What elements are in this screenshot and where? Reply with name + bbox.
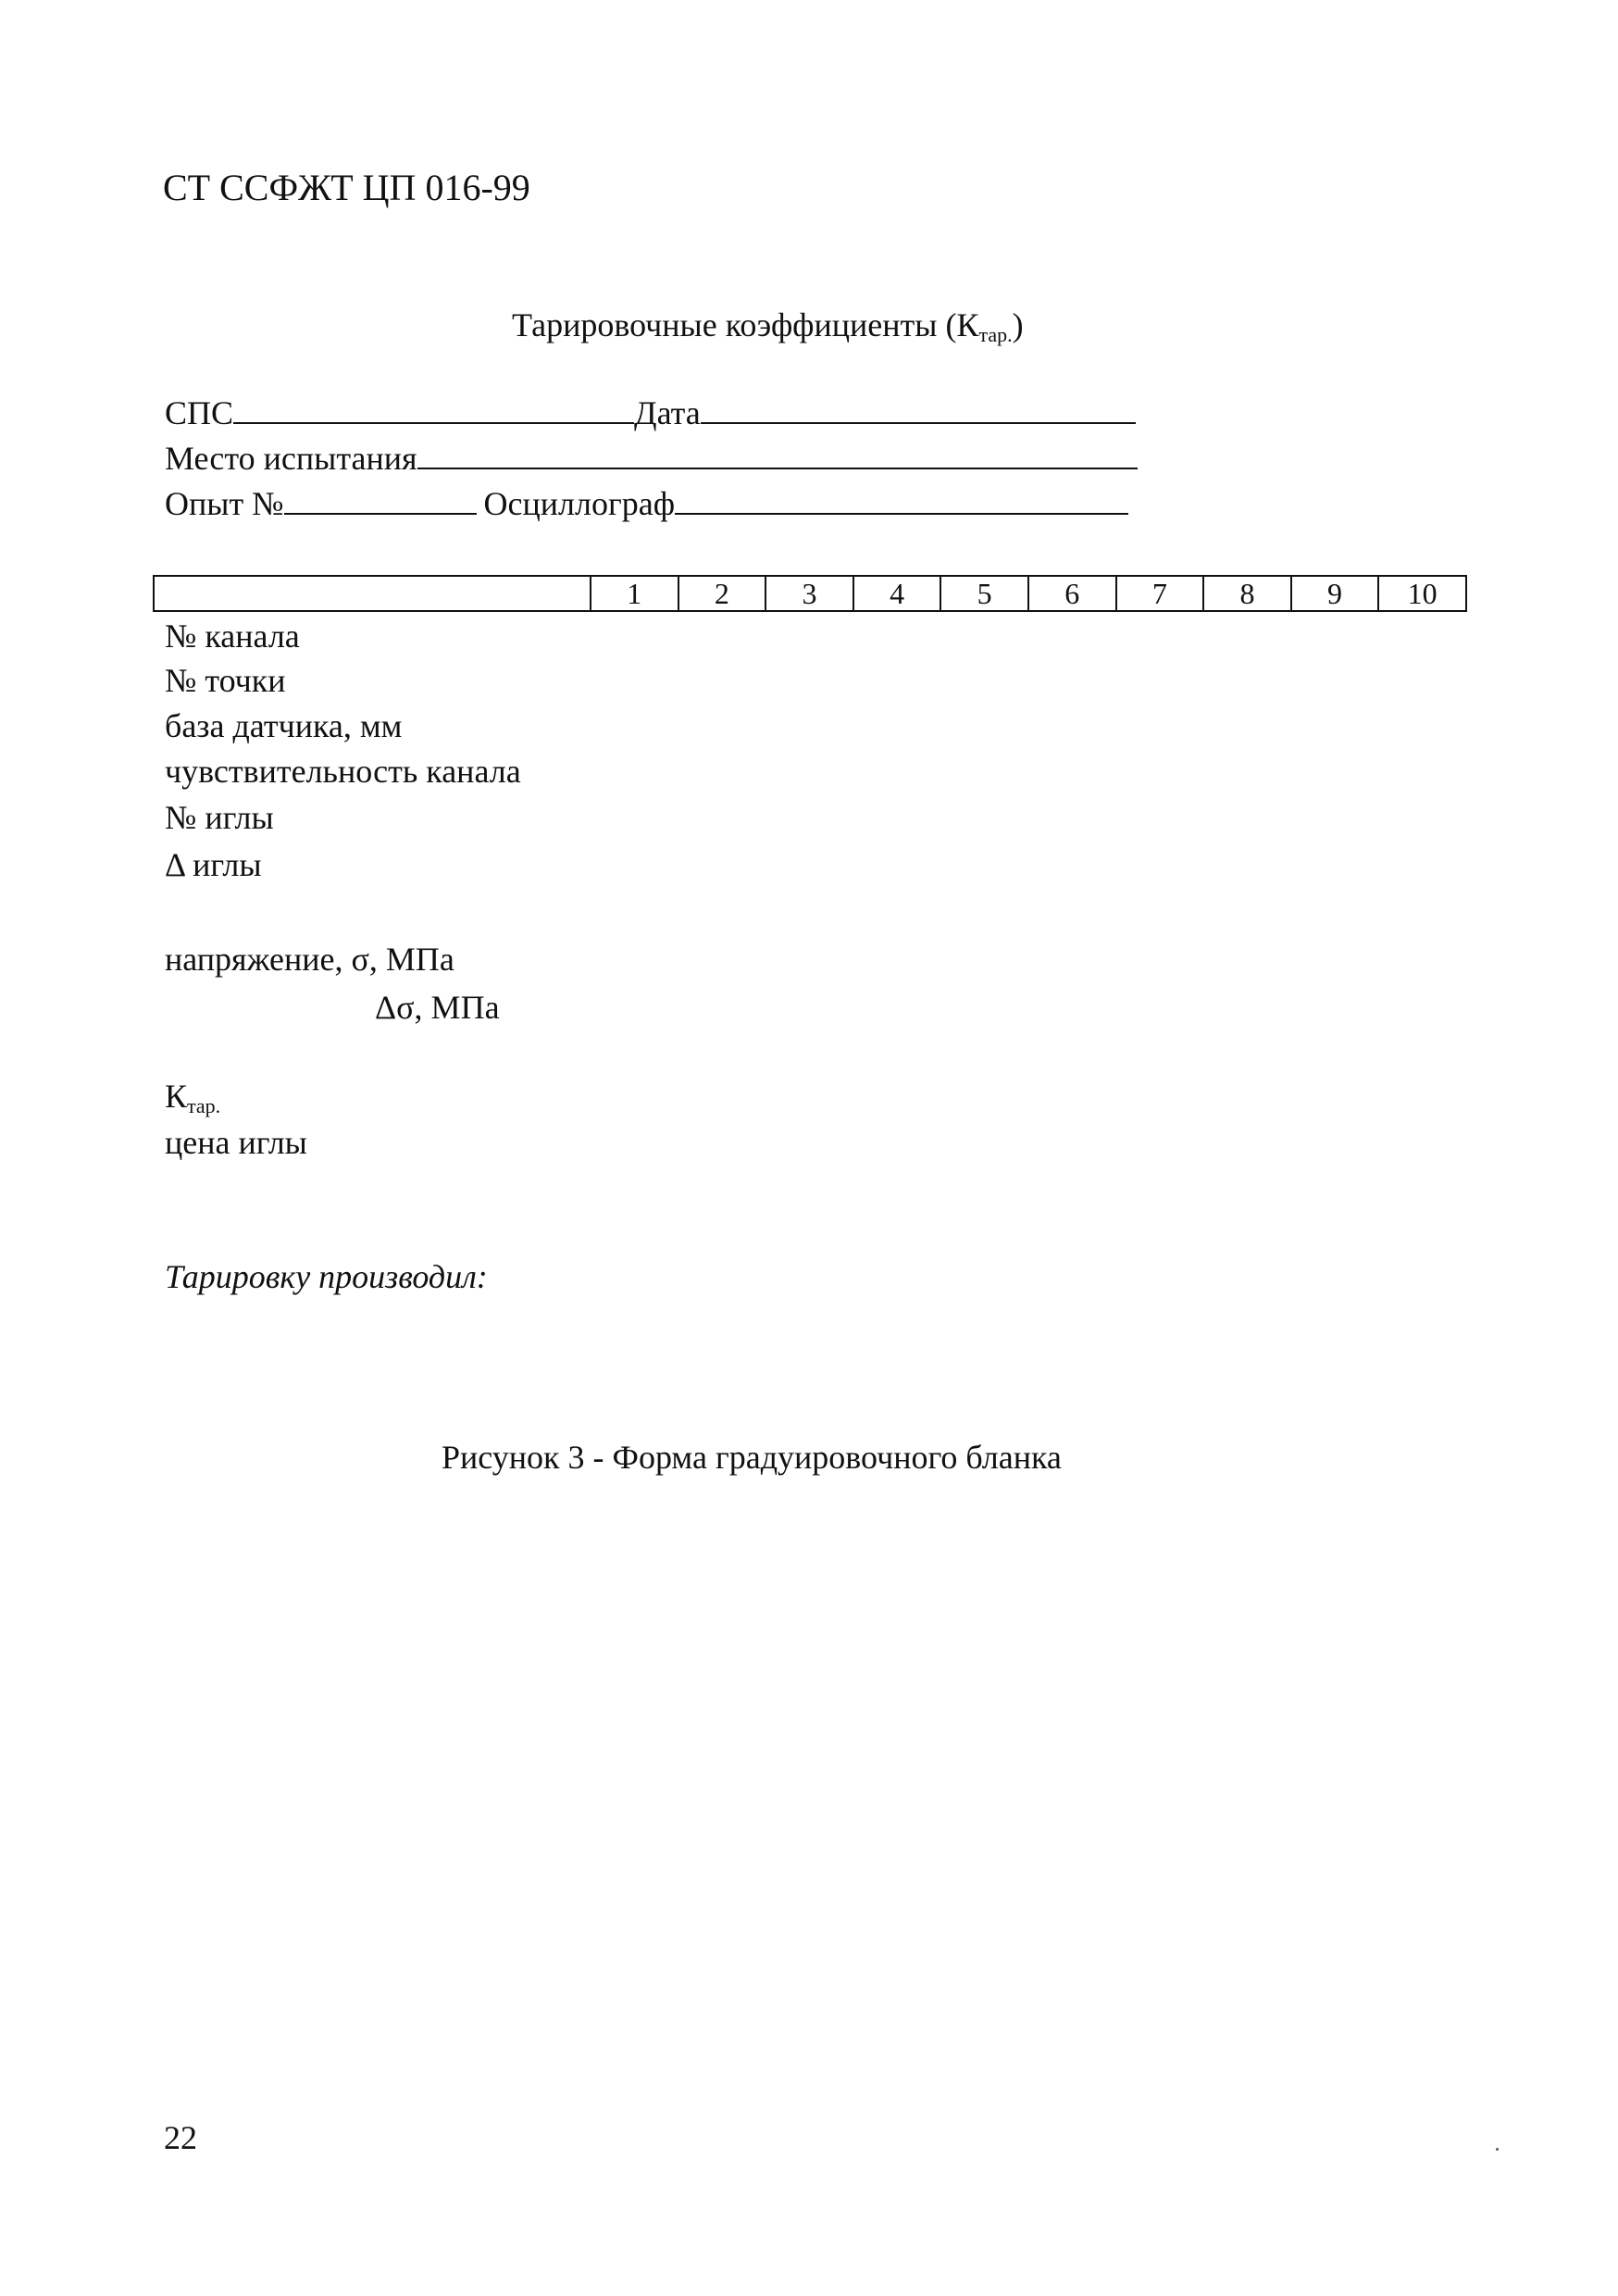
row-needle-price: цена иглы — [165, 1124, 307, 1161]
signature-label: Тарировку производил: — [165, 1258, 488, 1295]
form-title-close: ) — [1012, 306, 1024, 343]
row-k-tar — [165, 1077, 220, 1116]
experiment-blank[interactable] — [284, 485, 477, 515]
header-col-10: 10 — [1407, 577, 1438, 610]
field-row-experiment — [165, 484, 1128, 523]
channel-header-table — [153, 575, 1467, 612]
row-channel-sensitivity: чувствительность канала — [165, 753, 521, 790]
page-number: 22 — [164, 2119, 197, 2156]
header-empty-cell — [155, 577, 591, 610]
field-row-place — [165, 439, 1138, 478]
place-blank[interactable] — [417, 440, 1138, 469]
row-delta-stress: Δσ, МПа — [375, 989, 500, 1026]
date-label: Дата — [634, 394, 701, 431]
k-tar-main: К — [165, 1078, 188, 1115]
oscillograph-label: Осциллограф — [483, 485, 676, 522]
header-col-5: 5 — [941, 577, 1029, 610]
row-point-no: № точки — [165, 662, 286, 699]
header-col-6: 6 — [1029, 577, 1117, 610]
oscillograph-blank[interactable] — [675, 485, 1128, 515]
header-col-8: 8 — [1204, 577, 1292, 610]
date-blank[interactable] — [701, 394, 1136, 424]
k-tar-subscript: тар. — [187, 1094, 221, 1117]
header-col-2: 2 — [679, 577, 767, 610]
experiment-label: Опыт № — [165, 485, 284, 522]
header-col-3: 3 — [766, 577, 854, 610]
row-sensor-base: база датчика, мм — [165, 707, 403, 744]
sps-blank[interactable] — [233, 394, 634, 424]
form-title-main: Тарировочные коэффициенты (К — [512, 306, 979, 343]
row-stress: напряжение, σ, МПа — [165, 941, 454, 978]
row-channel-no: № канала — [165, 618, 300, 655]
header-col-9: 9 — [1292, 577, 1380, 610]
sps-label: СПС — [165, 394, 234, 431]
header-col-4: 4 — [854, 577, 942, 610]
scan-speck — [1496, 2148, 1499, 2151]
form-title-subscript: тар. — [978, 323, 1013, 346]
place-label: Место испытания — [165, 440, 417, 477]
header-col-1: 1 — [591, 577, 679, 610]
row-needle-no: № иглы — [165, 799, 274, 836]
field-row-sps — [165, 393, 1136, 432]
standard-code: СТ ССФЖТ ЦП 016-99 — [163, 167, 530, 208]
form-title — [512, 306, 1024, 344]
row-needle-delta: Δ иглы — [165, 846, 262, 883]
figure-caption: Рисунок 3 - Форма градуировочного бланка — [442, 1439, 1062, 1476]
header-col-7: 7 — [1117, 577, 1205, 610]
